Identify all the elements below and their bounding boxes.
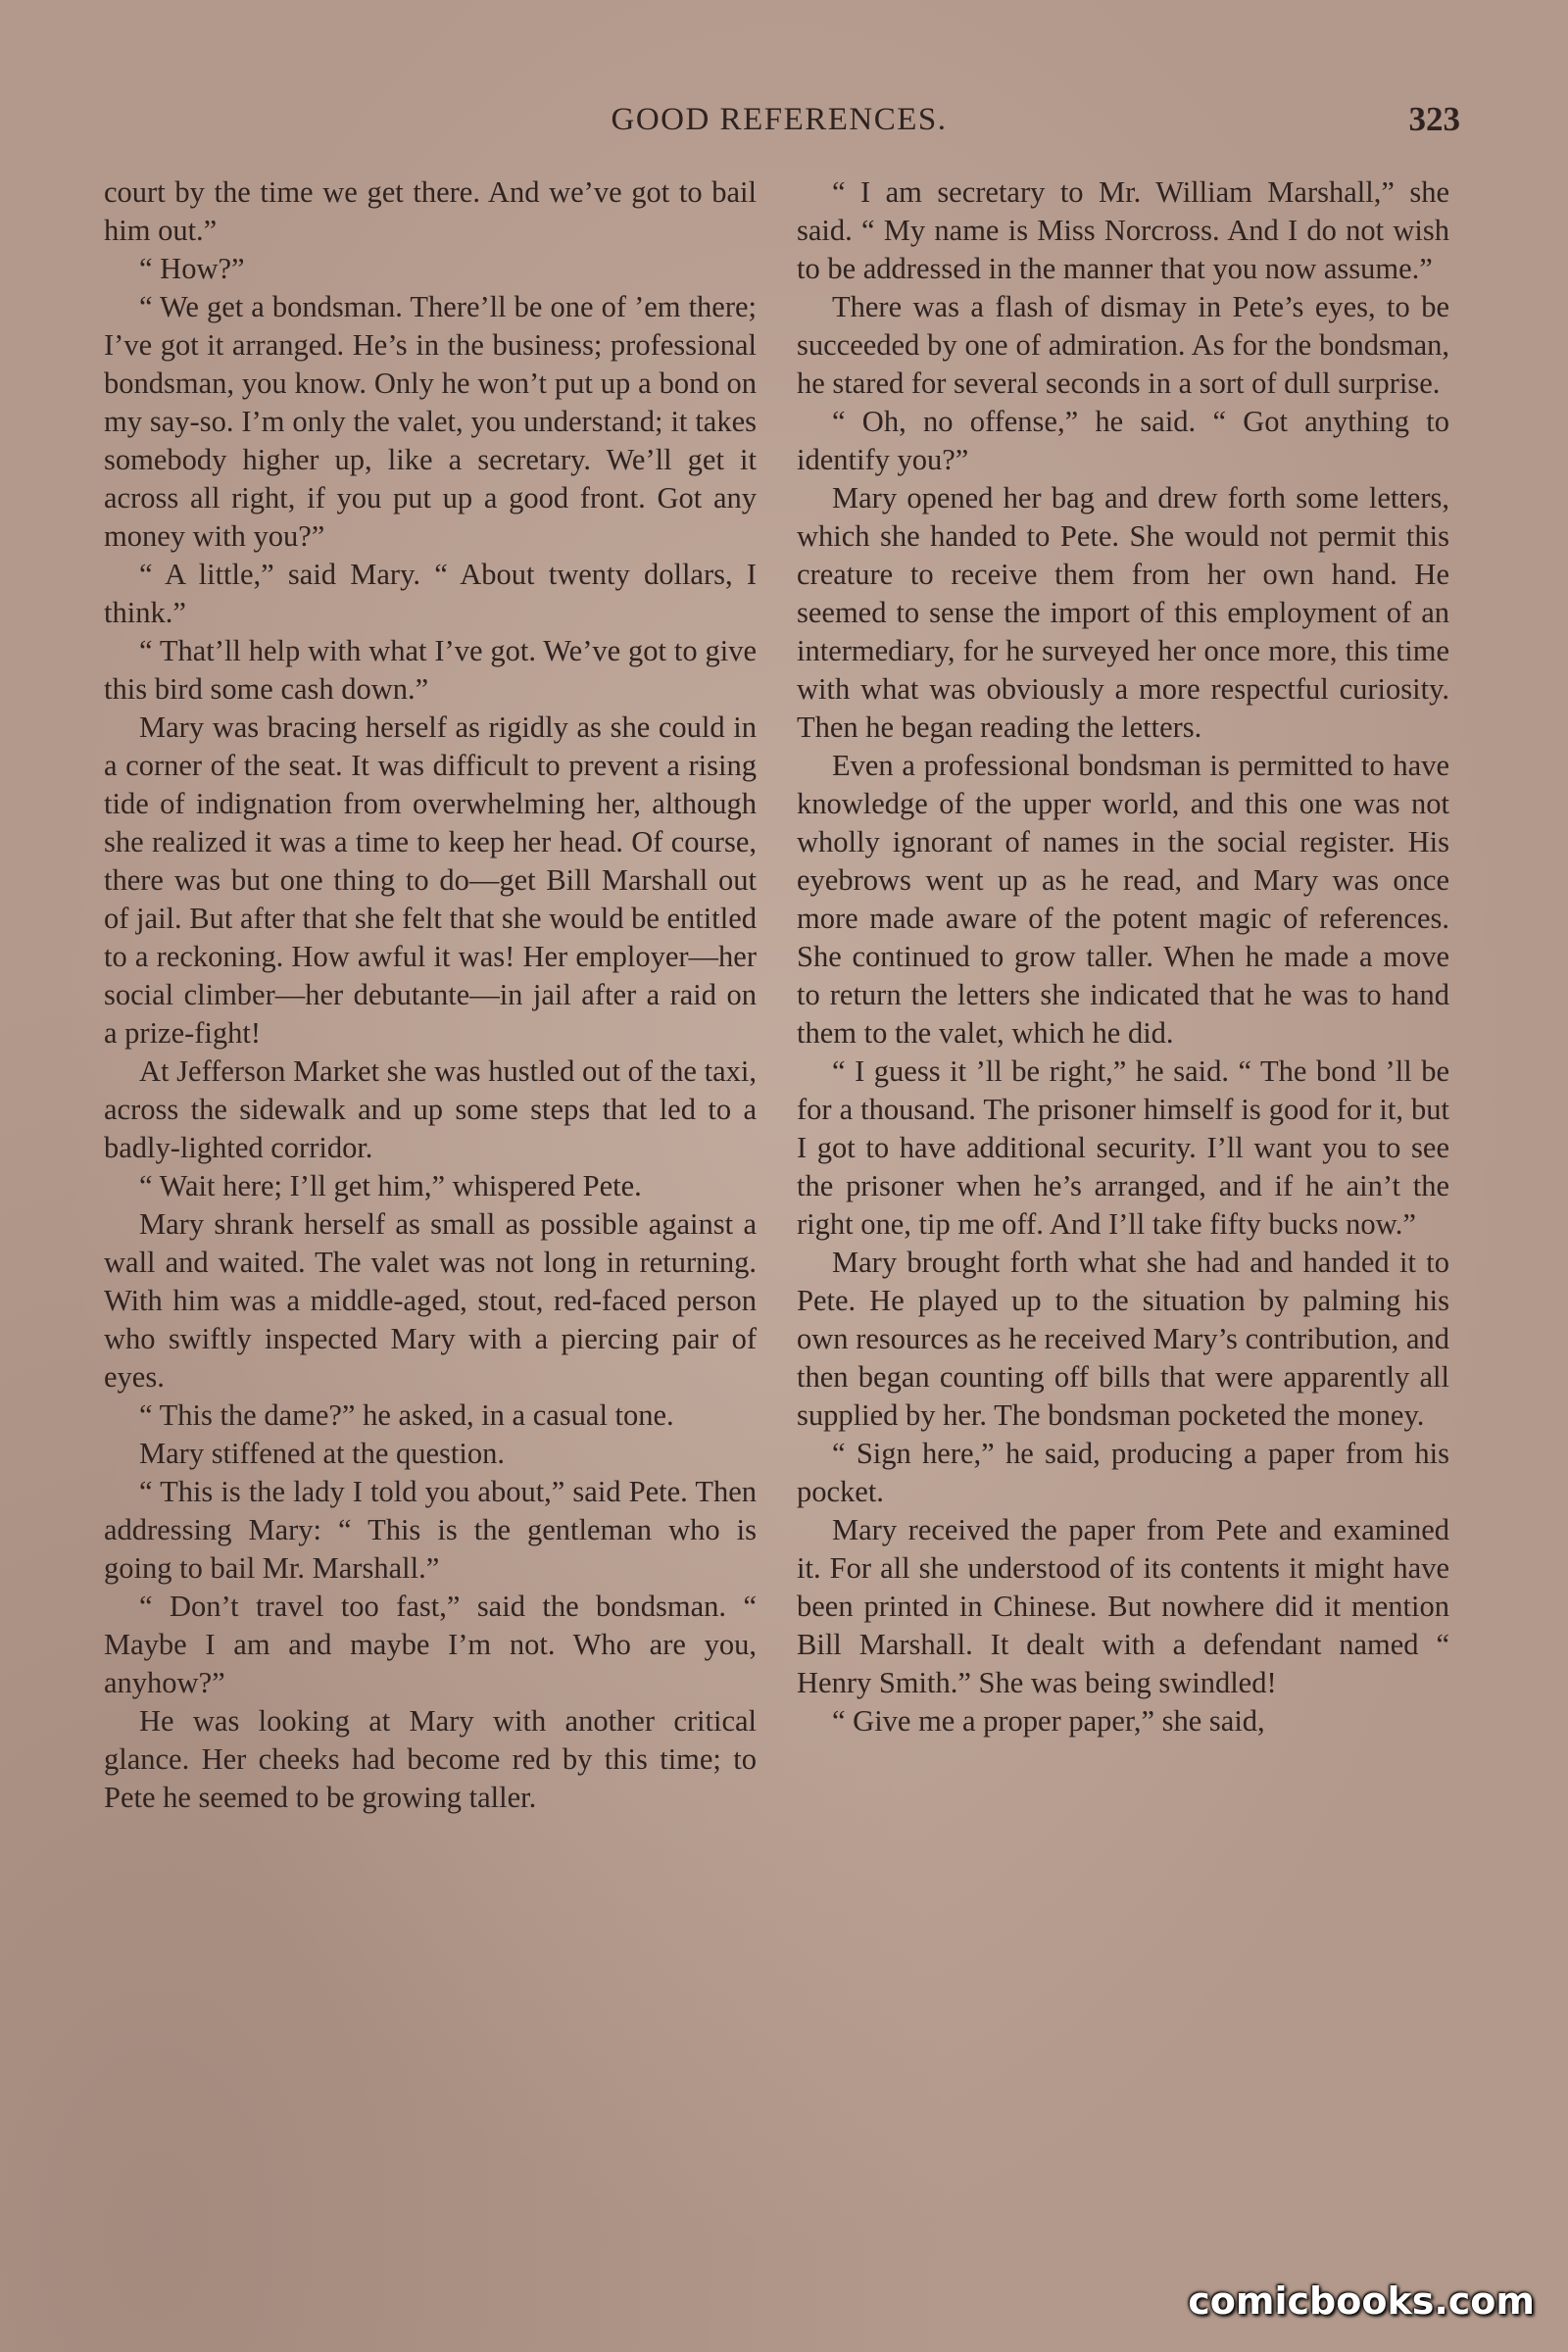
site-watermark: comicbooks.com [1188,2279,1535,2323]
paragraph: “ Oh, no offense,” he said. “ Got anything to identify you?” [797,405,1449,476]
paragraph: Mary opened her bag and drew forth some letters, which she handed to Pete. She would not permit this creature to receive them from her own hand. He seemed to sense the import of this employment of an intermediary, for he surveyed her once more, this time with what was obviously a more respectful curiosity. Then he began reading the letters. [797,481,1449,744]
paragraph: “ Sign here,” he said, producing a paper from his pocket. [797,1437,1449,1508]
paragraph: Mary shrank herself as small as possible against a wall and waited. The valet was not long in returning. With him was a middle-aged, stout, red-faced person who swiftly inspected Mary with a piercing pair of eyes. [104,1207,757,1394]
left-column [104,173,757,1817]
page-header [98,98,1460,147]
paragraph: “ A little,” said Mary. “ About twenty dollars, I think.” [104,558,757,629]
running-title: GOOD REFERENCES. [611,102,948,137]
paragraph: At Jefferson Market she was hustled out of the taxi, across the sidewalk and up some steps that led to a badly-lighted corridor. [104,1054,757,1164]
paragraph: “ I guess it ’ll be right,” he said. “ The bond ’ll be for a thousand. The prisoner himself is good for it, but I got to have additional security. I’ll want you to see the prisoner when he’s arranged, and if he ain’t the right one, tip me off. And I’ll take fifty bucks now.” [797,1054,1449,1241]
paragraph: “ This the dame?” he asked, in a casual tone. [139,1398,674,1432]
paragraph: “ We get a bondsman. There’ll be one of ’em there; I’ve got it arranged. He’s in the business; professional bondsman, you know. Only he won’t put up a bond on my say-so. I’m only the valet, you understand; it takes somebody higher up, like a secretary. We’ll get it across all right, if you put up a good front. Got any money with you?” [104,290,757,553]
paragraph: Mary brought forth what she had and handed it to Pete. He played up to the situation by palming his own resources as he received Mary’s contribution, and then began counting off bills that were apparently all supplied by her. The bondsman pocketed the money. [797,1246,1449,1432]
paragraph: Mary was bracing herself as rigidly as she could in a corner of the seat. It was difficult to prevent a rising tide of indignation from overwhelming her, although she realized it was a time to keep her head. Of course, there was but one thing to do—get Bill Marshall out of jail. But after that she felt that she would be entitled to a reckoning. How awful it was! Her employer—her social climber—her debutante—in jail after a raid on a prize-fight! [104,710,757,1050]
paragraph: “ Give me a proper paper,” she said, [832,1704,1265,1738]
paragraph: He was looking at Mary with another critical glance. Her cheeks had become red by this time; to Pete he seemed to be growing taller. [104,1704,757,1814]
paragraph: “ I am secretary to Mr. William Marshall,” she said. “ My name is Miss Norcross. And I do not wish to be addressed in the manner that you now assume.” [797,175,1449,285]
paragraph: Mary stiffened at the question. [139,1437,505,1470]
paragraph: “ This is the lady I told you about,” said Pete. Then addressing Mary: “ This is the gentleman who is going to bail Mr. Marshall.” [104,1475,757,1585]
right-column [797,173,1449,1740]
page-number: 323 [1408,100,1460,138]
paragraph: There was a flash of dismay in Pete’s eyes, to be succeeded by one of admiration. As for the bondsman, he stared for several seconds in a sort of dull surprise. [797,290,1449,400]
paragraph: “ Wait here; I’ll get him,” whispered Pete. [139,1169,642,1202]
paragraph: “ Don’t travel too fast,” said the bondsman. “ Maybe I am and maybe I’m not. Who are you, anyhow?” [104,1590,757,1699]
paragraph: Even a professional bondsman is permitted to have knowledge of the upper world, and this one was not wholly ignorant of names in the social register. His eyebrows went up as he read, and Mary was once more made aware of the potent magic of references. She continued to grow taller. When he made a move to return the letters she indicated that he was to hand them to the valet, which he did. [797,749,1449,1050]
paragraph: “ That’ll help with what I’ve got. We’ve got to give this bird some cash down.” [104,634,757,706]
paragraph: “ How?” [139,252,245,285]
paragraph: court by the time we get there. And we’ve got to bail him out.” [104,175,757,247]
paragraph: Mary received the paper from Pete and examined it. For all she understood of its contents it might have been printed in Chinese. But nowhere did it mention Bill Marshall. It dealt with a defendant named “ Henry Smith.” She was being swindled! [797,1513,1449,1699]
